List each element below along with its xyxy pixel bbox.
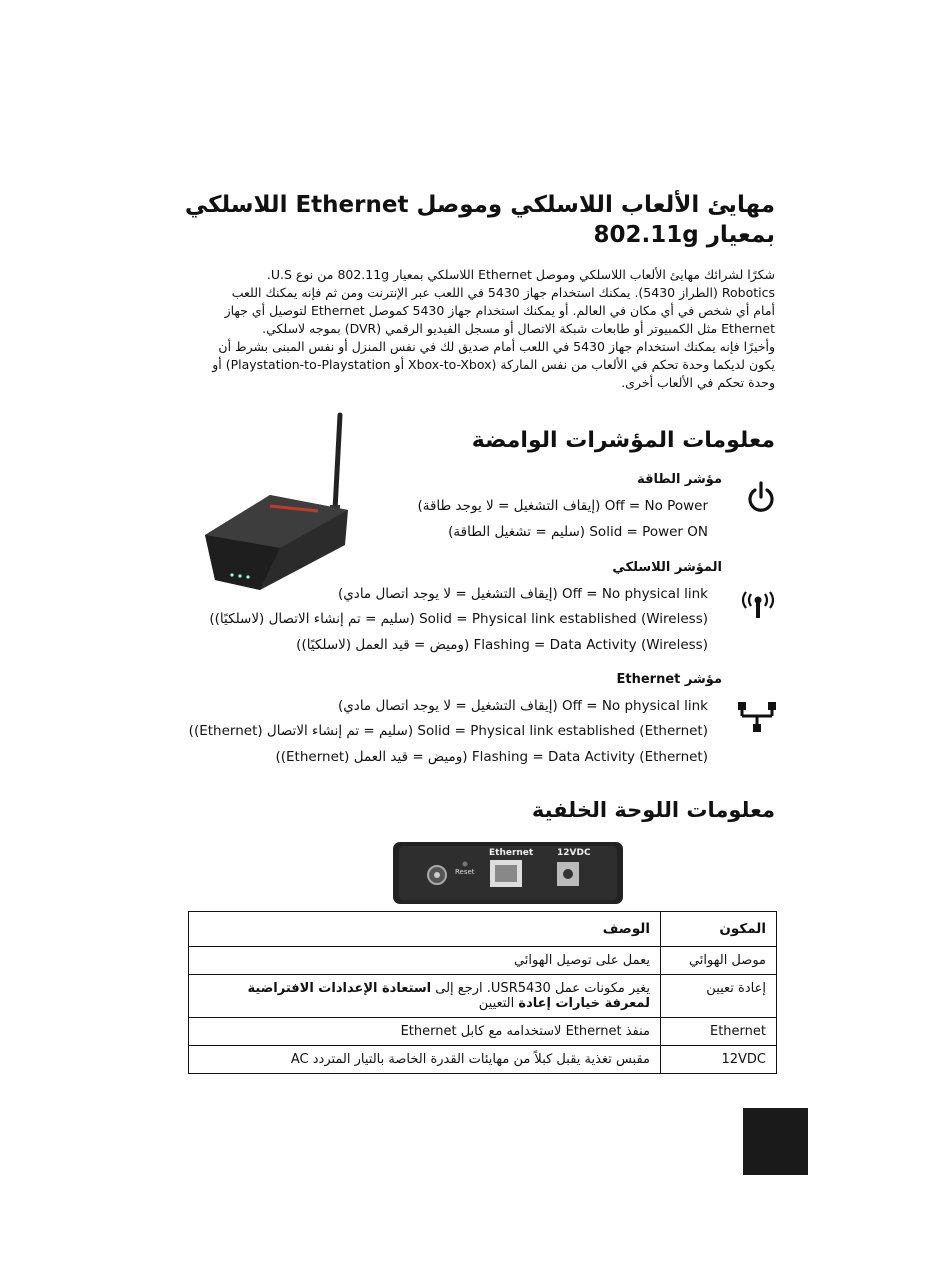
wireless-icon [738,590,778,620]
wireless-led-title: المؤشر اللاسلكي [612,560,722,575]
power-led-title: مؤشر الطاقة [637,472,722,487]
page-tab-block [743,1108,808,1175]
table-header-row [189,912,777,947]
description-text: يغير مكونات عمل USR5430. ارجع إلى [435,981,650,996]
intro-line: أمام أي شخص في أي مكان في العالم. أو يمكنك استخدام جهاز 5430 كموصل Ethernet لتوصيل أي جهاز [224,303,775,318]
power-icon [746,480,776,514]
intro-line: وأخيرًا فإنه يمكنك استخدام جهاز 5430 في اللعب أمام صديق لك في نفس المنزل أو نفس المبنى بشرط أن [218,339,775,354]
cell-component: موصل الهوائي [661,947,777,975]
intro-paragraph [210,266,775,392]
description-bold-link: استعادة الإعدادات الافتراضية لمعرفة خيارات إعادة [247,981,650,1011]
description-text: التعيين [478,996,515,1011]
power-led-line: Solid = Power ON (سليم = تشغيل الطاقة) [448,524,708,540]
cell-component: إعادة تعيين [661,975,777,1018]
panel-reset-label: Reset [455,868,475,876]
panel-ethernet-label: Ethernet [489,848,534,858]
header-component: المكون [661,912,777,947]
ethernet-led-line: Off = No physical link (إيقاف التشغيل = لا يوجد اتصال مادي) [337,698,708,714]
cell-description: مقبس تغذية يقبل كبلاً من مهايئات القدرة الخاصة بالتيار المتردد AC [189,1046,661,1074]
header-description: الوصف [189,912,661,947]
led-section-heading: معلومات المؤشرات الوامضة [471,428,775,453]
panel-power-label: 12VDC [557,848,591,858]
wireless-led-line: Off = No physical link (إيقاف التشغيل = لا يوجد اتصال مادي) [337,586,708,602]
ethernet-led-title: مؤشر Ethernet [616,672,722,687]
intro-line: Ethernet مثل الكمبيوتر أو طابعات شبكة الاتصال أو مسجل الفيديو الرقمي (DVR) بموجه لاسلكي. [262,321,775,336]
intro-line: يكون لديكما وحدة تحكم في الألعاب من نفس الماركة (Xbox-to-Xbox أو Playstation-to-Playstation) أو [212,357,775,372]
page-title: مهايئ الألعاب اللاسلكي وموصل Ethernet اللاسلكي بمعيار 802.11g [184,192,775,248]
intro-line: Robotics (الطراز 5430). يمكنك استخدام جهاز 5430 في اللعب عبر الإنترنت ومن ثم فإنه يمكنك اللعب [231,285,775,300]
ethernet-led-line: Flashing = Data Activity (Ethernet) (وميض = قيد العمل (Ethernet)) [275,749,708,765]
cell-description [189,975,661,1018]
cell-component: Ethernet [661,1018,777,1046]
table-row [189,947,777,975]
table-row [189,1046,777,1074]
wireless-led-line: Flashing = Data Activity (Wireless) (وميض = قيد العمل (لاسلكيًا)) [296,637,708,653]
component-table [188,911,777,1074]
table-row [189,975,777,1018]
intro-line: شكرًا لشرائك مهايئ الألعاب اللاسلكي وموصل Ethernet اللاسلكي بمعيار 802.11g من نوع U.S. [266,267,775,282]
wireless-led-line: Solid = Physical link established (Wireless) (سليم = تم إنشاء الاتصال (لاسلكيًا)) [209,611,708,627]
ethernet-led-line: Solid = Physical link established (Ethernet) (سليم = تم إنشاء الاتصال (Ethernet)) [188,723,708,739]
cell-component: 12VDC [661,1046,777,1074]
cell-description: يعمل على توصيل الهوائي [189,947,661,975]
table-row [189,1018,777,1046]
back-panel-heading: معلومات اللوحة الخلفية [531,798,775,822]
cell-description: منفذ Ethernet لاستخدامه مع كابل Ethernet [189,1018,661,1046]
ethernet-icon [736,700,778,734]
intro-line: وحدة تحكم في الألعاب أخرى. [621,375,775,390]
power-led-line: Off = No Power (إيقاف التشغيل = لا يوجد طاقة) [417,498,708,514]
